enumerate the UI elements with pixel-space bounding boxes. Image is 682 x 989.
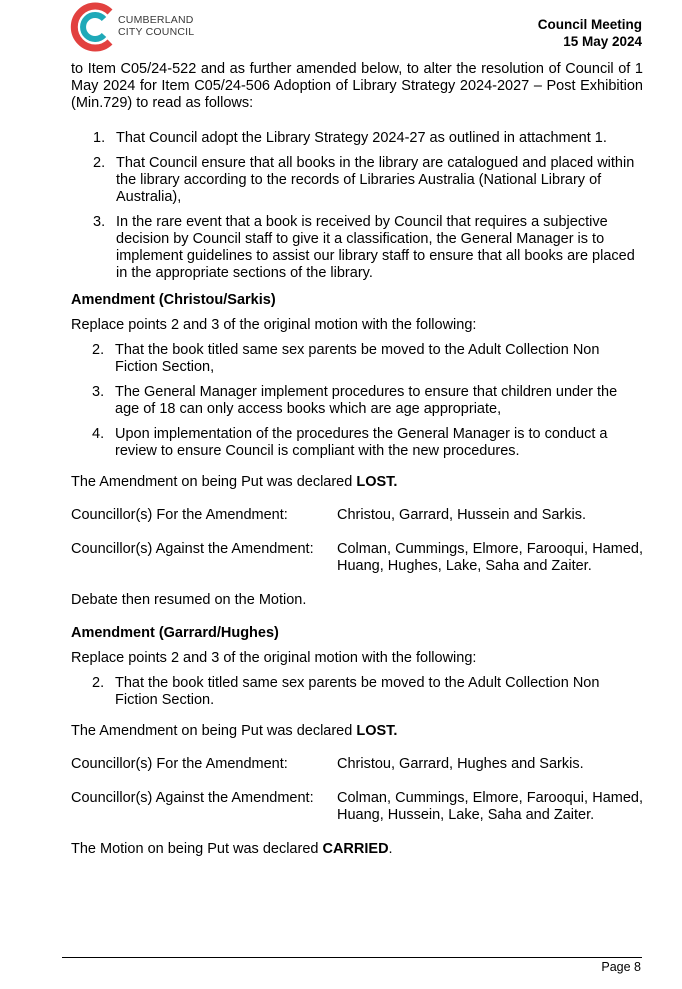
amendment-1-replace-text: Replace points 2 and 3 of the original motion with the following: bbox=[71, 317, 477, 333]
org-line-1: CUMBERLAND bbox=[118, 14, 194, 26]
minutes-content bbox=[71, 61, 643, 858]
result-value: LOST. bbox=[356, 723, 398, 739]
list-item bbox=[71, 214, 643, 282]
list-number: 2. bbox=[92, 675, 105, 691]
list-text: That the book titled same sex parents be moved to the Adult Collection Non Fiction Section, bbox=[115, 342, 600, 375]
amendment-2-heading: Amendment (Garrard/Hughes) bbox=[71, 625, 279, 641]
list-number: 3. bbox=[92, 384, 105, 400]
list-item bbox=[71, 342, 643, 376]
list-number: 2. bbox=[92, 342, 105, 358]
motion-suffix: . bbox=[388, 841, 393, 857]
vote-label: Councillor(s) For the Amendment: bbox=[71, 507, 288, 523]
motion-result-value: CARRIED bbox=[322, 841, 389, 857]
list-item bbox=[71, 675, 643, 709]
amendment-2-for-row bbox=[71, 756, 643, 773]
meeting-header bbox=[538, 16, 642, 50]
original-motion-list bbox=[71, 130, 643, 282]
vote-names: Christou, Garrard, Hussein and Sarkis. bbox=[337, 507, 587, 523]
vote-label: Councillor(s) Against the Amendment: bbox=[71, 790, 314, 806]
list-text: That the book titled same sex parents be moved to the Adult Collection Non Fiction Section. bbox=[115, 675, 600, 708]
list-text: Upon implementation of the procedures the General Manager is to conduct a review to ensure Council is compliant with the new procedures. bbox=[115, 426, 608, 459]
list-number: 4. bbox=[92, 426, 105, 442]
vote-label: Councillor(s) Against the Amendment: bbox=[71, 541, 314, 557]
result-value: LOST. bbox=[356, 474, 398, 490]
amendment-2-replace-text: Replace points 2 and 3 of the original motion with the following: bbox=[71, 650, 477, 666]
list-text: In the rare event that a book is received by Council that requires a subjective decision by Council staff to give it a classification, the General Manager is to implement guidelines to assist our library staff to ensure that all books are placed in the appropriate sections of the library. bbox=[116, 214, 635, 281]
vote-names: Colman, Cummings, Elmore, Farooqui, Hamed, Huang, Hughes, Lake, Saha and Zaiter. bbox=[337, 541, 643, 574]
amendment-1-list bbox=[71, 342, 643, 460]
list-number: 2. bbox=[93, 155, 106, 171]
list-number: 1. bbox=[93, 130, 106, 146]
amendment-2-against-row bbox=[71, 790, 643, 824]
amendment-1-for-row bbox=[71, 507, 643, 524]
amendment-1-against-row bbox=[71, 541, 643, 575]
list-text: The General Manager implement procedures to ensure that children under the age of 18 can only access books which are age appropriate, bbox=[115, 384, 618, 417]
motion-prefix: The Motion on being Put was declared bbox=[71, 841, 323, 857]
amendment-2-result bbox=[71, 723, 643, 740]
amendment-2-list bbox=[71, 675, 643, 709]
result-prefix: The Amendment on being Put was declared bbox=[71, 474, 357, 490]
vote-label: Councillor(s) For the Amendment: bbox=[71, 756, 288, 772]
list-item bbox=[71, 426, 643, 460]
amendment-1-result bbox=[71, 474, 643, 491]
org-line-2: CITY COUNCIL bbox=[118, 26, 195, 38]
footer-divider bbox=[62, 957, 642, 958]
list-item bbox=[71, 155, 643, 206]
list-item bbox=[71, 384, 643, 418]
page-number: Page 8 bbox=[601, 960, 641, 974]
list-text: That Council adopt the Library Strategy 2024-27 as outlined in attachment 1. bbox=[116, 130, 607, 146]
list-number: 3. bbox=[93, 214, 106, 230]
cumberland-logo-icon bbox=[66, 2, 118, 52]
motion-result bbox=[71, 841, 643, 858]
vote-names: Colman, Cummings, Elmore, Farooqui, Hamed, Huang, Hussein, Lake, Saha and Zaiter. bbox=[337, 790, 643, 823]
debate-text: Debate then resumed on the Motion. bbox=[71, 592, 307, 608]
vote-names: Christou, Garrard, Hughes and Sarkis. bbox=[337, 756, 584, 772]
result-prefix: The Amendment on being Put was declared bbox=[71, 723, 357, 739]
meeting-date: 15 May 2024 bbox=[563, 34, 642, 49]
list-text: That Council ensure that all books in the library are catalogued and placed within the library according to the records of Libraries Australia (National Library of Australia), bbox=[116, 155, 635, 205]
intro-paragraph: to Item C05/24-522 and as further amended below, to alter the resolution of Council of 1 May 2024 for Item C05/24-506 Adoption of Library Strategy 2024-2027 – Post Exhibition (Min.729) to read as follows: bbox=[71, 61, 643, 111]
organisation-name bbox=[118, 14, 194, 38]
list-item bbox=[71, 130, 643, 147]
amendment-1-heading: Amendment (Christou/Sarkis) bbox=[71, 292, 276, 308]
meeting-title: Council Meeting bbox=[537, 17, 642, 32]
